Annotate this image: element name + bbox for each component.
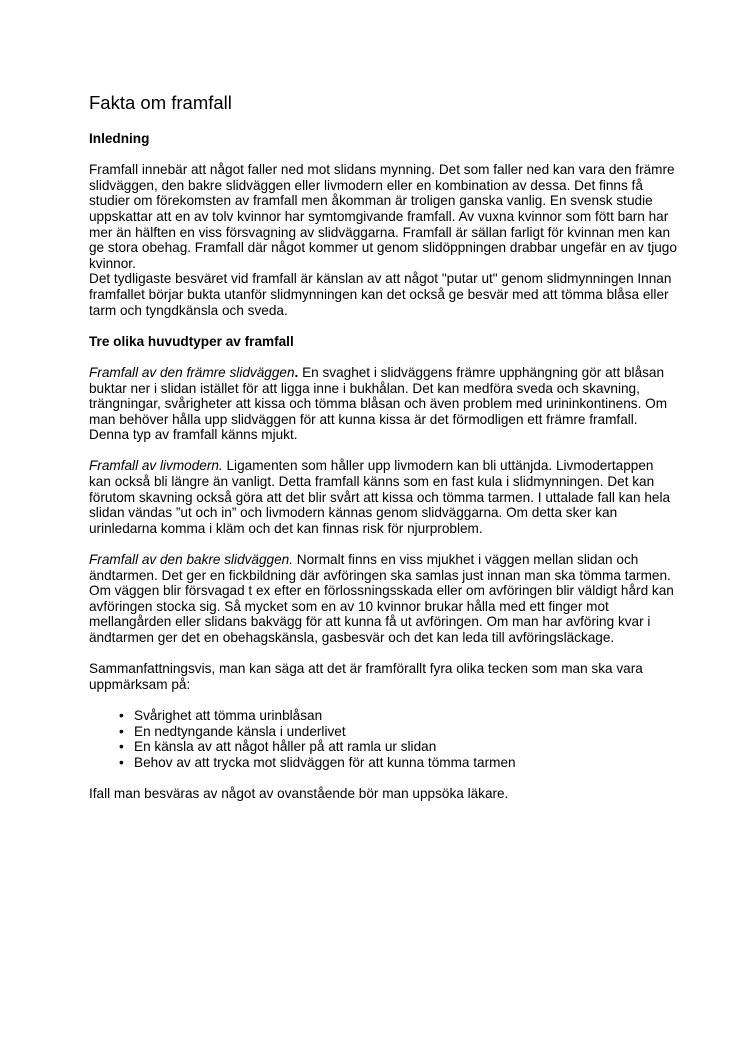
signs-list	[89, 708, 679, 770]
front-wall-label-end: .	[294, 364, 299, 380]
heading-types: Tre olika huvudtyper av framfall	[89, 333, 294, 349]
front-wall-label: Framfall av den främre slidväggen	[89, 364, 295, 380]
page-title: Fakta om framfall	[89, 92, 232, 113]
uterus-paragraph	[89, 458, 679, 536]
closing-paragraph: Ifall man besväras av något av ovanstående bör man uppsöka läkare.	[89, 785, 509, 801]
intro-paragraph: Framfall innebär att något faller ned mot slidans mynning. Det som faller ned kan vara den främre slidväggen, den bakre slidväggen eller livmodern eller en kombination av dessa. Det finns få studier om förekomsten av framfall men åkomman är troligen ganska vanlig. En svensk studie uppskattar att en av tolv kvinnor har symtomgivande framfall. Av vuxna kvinnor som fött barn har mer än hälften en viss försvagning av slidväggarna. Framfall är sällan farligt för kvinnan men kan ge stora obehag. Framfall där något kommer ut genom slidöppningen drabbar ungefär en av tjugo kvinnor.	[89, 162, 677, 271]
summary-paragraph: Sammanfattningsvis, man kan säga att det är framförallt fyra olika tecken som man ska vara uppmärksam på:	[89, 661, 643, 692]
list-item: • En känsla av att något håller på att ramla ur slidan	[119, 739, 679, 755]
uterus-label: Framfall av livmodern.	[89, 458, 223, 474]
list-item: • Svårighet att tömma urinblåsan	[119, 708, 679, 724]
front-wall-text: En svaghet i slidväggens främre upphängning gör att blåsan buktar ner i slidan istället för att ligga inne i bukhålan. Det kan medföra sveda och skavning, trängningar, svårigheter att kissa och tömma blåsan och även problem med urininkontinens. Om man behöver hålla upp slidväggen för att kunna kissa är det förmodligen ett främre framfall. Denna typ av framfall känns mjukt.	[89, 364, 668, 443]
back-wall-text: Normalt finns en viss mjukhet i väggen mellan slidan och ändtarmen. Det ger en fickbildning där avföringen ska samlas just innan man ska tömma tarmen. Om väggen blir försvagad t ex efter en förlossningsskada eller om avföringen blir väldigt hård kan avföringen stocka sig. Så mycket som en av 10 kvinnor brukar hålla med ett finger mot mellangården eller slidans bakvägg för att kunna få ut avföringen. Om man har avföring kvar i ändtarmen ger det en obehagskänsla, gasbesvär och det kan leda till avföringsläckage.	[89, 552, 674, 645]
back-wall-label: Framfall av den bakre slidväggen.	[89, 552, 294, 568]
intro-paragraph-2: Det tydligaste besväret vid framfall är känslan av att något "putar ut" genom slidmynningen Innan framfallet börjar bukta utanför slidmynningen kan det också ge besvär med att tömma blåsa eller tarm och tyngdkänsla och sveda.	[89, 271, 672, 318]
back-wall-paragraph	[89, 552, 679, 646]
heading-intro: Inledning	[89, 131, 150, 146]
list-item: • Behov av att trycka mot slidväggen för att kunna tömma tarmen	[119, 755, 679, 771]
list-item: • En nedtyngande känsla i underlivet	[119, 724, 679, 740]
document-page	[89, 92, 679, 802]
front-wall-paragraph	[89, 365, 679, 443]
uterus-text: Ligamenten som håller upp livmodern kan bli uttänjda. Livmodertappen kan också bli längre än vanligt. Detta framfall känns som en fast kula i slidmynningen. Det kan förutom skavning också göra att det blir svårt att kissa och tömma tarmen. I uttalade fall kan hela slidan vändas ”ut och in” och livmodern kännas genom slidväggarna. Om detta sker kan urinledarna komma i kläm och det kan finnas risk för njurproblem.	[89, 458, 671, 536]
